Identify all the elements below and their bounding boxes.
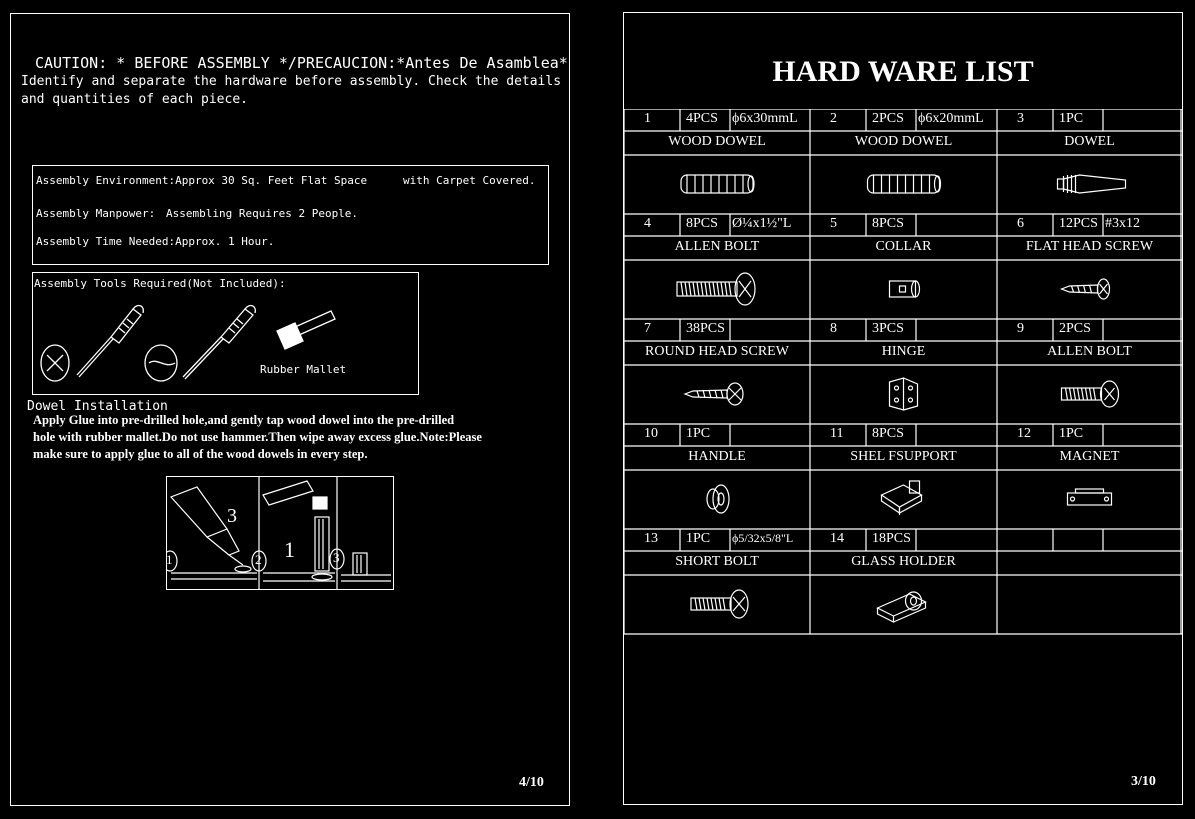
dowel-icon	[1058, 175, 1126, 193]
step-label-3: 3	[333, 550, 340, 565]
item-number: 1	[644, 111, 651, 126]
item-name: ROUND HEAD SCREW	[645, 344, 789, 359]
item-size: #3x12	[1105, 216, 1140, 231]
caution-line-2: and quantities of each piece.	[21, 92, 248, 107]
item-number: 8	[830, 321, 837, 336]
handle-icon	[707, 485, 729, 513]
magnet-icon	[1068, 489, 1112, 505]
item-size: ϕ6x20mmL	[918, 111, 984, 126]
item-name: DOWEL	[1064, 134, 1115, 149]
item-number: 12	[1017, 426, 1031, 441]
time-needed-line: Assembly Time Needed:Approx. 1 Hour.	[36, 235, 275, 248]
item-name: SHEL FSUPPORT	[850, 449, 957, 464]
item-name: GLASS HOLDER	[851, 554, 956, 569]
item-quantity: 18PCS	[872, 531, 911, 546]
item-name: FLAT HEAD SCREW	[1025, 239, 1154, 254]
item-name: ALLEN BOLT	[674, 239, 760, 254]
manpower-label: Assembly Manpower:	[36, 207, 156, 220]
item-name: SHORT BOLT	[675, 554, 759, 569]
item-name: WOOD DOWEL	[854, 134, 953, 149]
tools-title: Assembly Tools Required(Not Included):	[34, 277, 286, 290]
item-number: 4	[644, 216, 651, 231]
item-quantity: 4PCS	[686, 111, 718, 126]
item-size: ϕ5/32x5/8"L	[732, 531, 794, 545]
environment-line-right: with Carpet Covered.	[403, 174, 536, 187]
item-quantity: 2PCS	[1059, 321, 1091, 336]
wood-dowel-icon	[868, 175, 941, 193]
dowel-text-2: hole with rubber mallet.Do not use hammer.Then wipe away excess glue.Note:Please	[33, 430, 482, 444]
left-page	[10, 13, 570, 806]
item-number: 3	[1017, 111, 1024, 126]
environment-line: Assembly Environment:Approx 30 Sq. Feet Flat Space	[36, 174, 368, 187]
step-label-2: 2	[255, 552, 262, 567]
glue-bottle-icon	[171, 487, 257, 579]
item-name: MAGNET	[1059, 449, 1120, 464]
wood-dowel-icon	[681, 175, 754, 193]
callout-1: 1	[284, 537, 295, 562]
item-quantity: 1PC	[1059, 426, 1084, 441]
item-name: HINGE	[881, 344, 926, 359]
mallet-label: Rubber Mallet	[260, 363, 347, 376]
hinge-icon	[890, 378, 918, 410]
tools-illustration	[33, 293, 418, 393]
item-number: 7	[644, 321, 651, 336]
item-quantity: 8PCS	[872, 426, 904, 441]
round-head-screw-icon	[685, 383, 743, 405]
phillips-screwdriver-icon	[41, 306, 143, 381]
left-page-number: 4/10	[519, 775, 544, 790]
item-quantity: 3PCS	[872, 321, 904, 336]
right-page	[623, 12, 1183, 805]
item-quantity: 2PCS	[872, 111, 904, 126]
item-quantity: 1PC	[1059, 111, 1084, 126]
item-quantity: 1PC	[686, 426, 711, 441]
item-quantity: 1PC	[686, 531, 711, 546]
dowel-text-1: Apply Glue into pre-drilled hole,and gently tap wood dowel into the pre-drilled	[33, 413, 455, 427]
item-name: HANDLE	[688, 449, 746, 464]
tools-box	[32, 272, 419, 395]
step-label-1: 1	[166, 552, 173, 567]
item-size: ϕ6x30mmL	[732, 111, 798, 126]
collar-icon	[890, 281, 920, 297]
item-quantity: 12PCS	[1059, 216, 1098, 231]
short-bolt-icon	[691, 590, 748, 618]
mallet-dowel-icon	[263, 481, 335, 581]
item-number: 10	[644, 426, 658, 441]
seated-dowel-icon	[341, 553, 391, 581]
dowel-installation-diagram	[166, 476, 394, 590]
right-page-number: 3/10	[1131, 774, 1156, 789]
rubber-mallet-icon	[277, 311, 335, 349]
flat-head-screw-icon	[1062, 279, 1110, 299]
allen-bolt-icon	[677, 273, 755, 305]
item-number: 11	[830, 426, 844, 441]
item-number: 6	[1017, 216, 1024, 231]
dowel-text-3: make sure to apply glue to all of the wood dowels in every step.	[33, 447, 368, 461]
glass-holder-icon	[878, 592, 926, 622]
item-name: WOOD DOWEL	[668, 134, 766, 149]
manpower-value: Assembling Requires 2 People.	[166, 207, 359, 220]
flathead-screwdriver-icon	[145, 306, 255, 381]
item-number: 14	[830, 531, 844, 546]
item-quantity: 8PCS	[686, 216, 718, 231]
allen-bolt-short-icon	[1062, 381, 1119, 407]
caution-line-1: Identify and separate the hardware before assembly. Check the details	[21, 74, 562, 89]
item-size: Ø¼x1½"L	[732, 216, 792, 231]
callout-3: 3	[227, 505, 237, 527]
item-number: 9	[1017, 321, 1024, 336]
hardware-list-title: HARD WARE LIST	[772, 55, 1034, 88]
item-number: 5	[830, 216, 837, 231]
item-name: ALLEN BOLT	[1047, 344, 1132, 359]
item-number: 2	[830, 111, 837, 126]
item-name: COLLAR	[875, 239, 932, 254]
assembly-environment-box	[32, 165, 549, 265]
dowel-installation-title: Dowel Installation	[27, 399, 168, 414]
caution-title: CAUTION: * BEFORE ASSEMBLY */PRECAUCION:*Antes De Asamblea*	[35, 54, 568, 72]
shelf-support-icon	[882, 481, 922, 515]
item-number: 13	[644, 531, 658, 546]
item-quantity: 38PCS	[686, 321, 725, 336]
item-quantity: 8PCS	[872, 216, 904, 231]
hardware-table	[624, 109, 1182, 637]
installation-steps-drawing	[167, 477, 393, 589]
